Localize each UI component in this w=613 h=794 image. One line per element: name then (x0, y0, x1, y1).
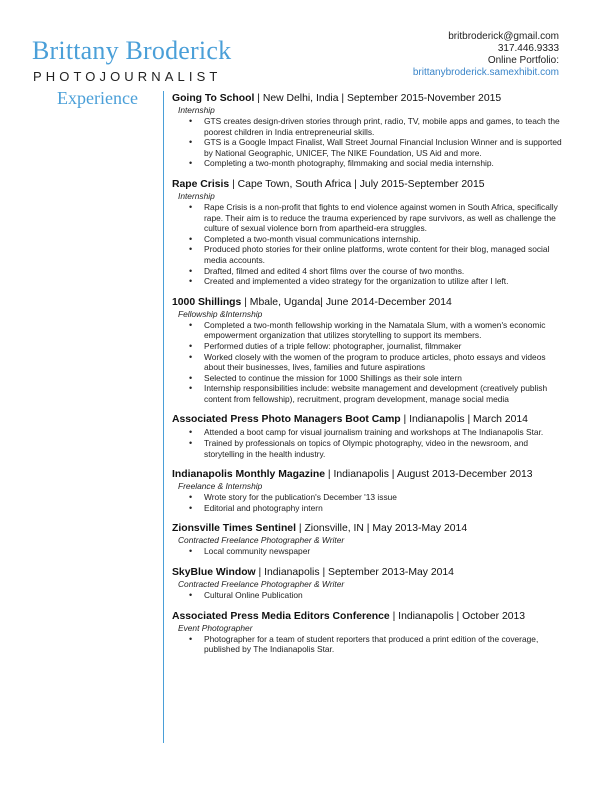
job-heading (172, 468, 564, 481)
job-bullet: • Selected to continue the mission for 1000 Shillings as their sole intern (172, 373, 564, 384)
portfolio-link[interactable]: brittanybroderick.samexhibit.com (412, 67, 559, 78)
job-bullet: • Internship responsibilities include: website management and development (creatively publish content from fellowship), recruitment, program development, manage social media (172, 383, 564, 404)
job-bullet: • Photographer for a team of student reporters that produced a print edition of the coverage, published by The Indianapolis Star. (172, 634, 564, 655)
job-bullet: • Completing a two-month photography, filmmaking and social media internship. (172, 158, 564, 169)
job-bullet-list (172, 492, 564, 513)
job-bullet: • Completed a two-month visual communications internship. (172, 234, 564, 245)
job-role: Event Photographer (178, 622, 253, 633)
job-bullet: • Cultural Online Publication (172, 590, 564, 601)
job-heading (172, 413, 564, 426)
job-bullet: • Created and implemented a video strategy for the organization to utilize after I left. (172, 276, 564, 287)
job-bullet: • Local community newspaper (172, 546, 564, 557)
job-entry (172, 413, 564, 459)
job-bullet: • Performed duties of a triple fellow: photographer, journalist, filmmaker (172, 341, 564, 352)
contact-block (413, 31, 559, 79)
job-organization: Indianapolis Monthly Magazine (172, 469, 325, 481)
job-location-dates: | Indianapolis | March 2014 (400, 414, 528, 426)
job-bullet-list (172, 202, 564, 287)
job-location-dates: | Cape Town, South Africa | July 2015-September 2015 (229, 178, 485, 190)
job-role: Internship (178, 190, 215, 201)
job-location-dates: | Indianapolis | August 2013-December 2013 (324, 469, 533, 481)
job-heading (172, 566, 564, 579)
job-bullet: • GTS creates design-driven stories through print, radio, TV, mobile apps and games, to teach the poorest children in India entrepreneurial skills. (172, 116, 564, 137)
job-bullet: • Wrote story for the publication's December '13 issue (172, 492, 564, 503)
job-organization: 1000 Shillings (172, 296, 242, 308)
job-heading (172, 92, 564, 105)
job-organization: Associated Press Media Editors Conference (172, 610, 390, 622)
job-bullet: • Trained by professionals on topics of Olympic photography, video in the newsroom, and storytelling in the health industry. (172, 438, 564, 459)
resume-name: Brittany Broderick (32, 36, 232, 65)
experience-list (172, 92, 564, 664)
job-bullet: • Worked closely with the women of the program to produce articles, photo essays and videos about their businesses, lives, families and future aspirations (172, 352, 564, 373)
job-organization: Zionsville Times Sentinel (172, 523, 296, 535)
job-organization: SkyBlue Window (172, 567, 256, 579)
job-entry (172, 468, 564, 513)
job-entry (172, 566, 564, 601)
job-location-dates: | Zionsville, IN | May 2013-May 2014 (295, 523, 468, 535)
job-bullet-list (172, 116, 564, 169)
job-role: Fellowship &Internship (178, 308, 263, 319)
job-bullet: • GTS is a Google Impact Finalist, Wall Street Journal Financial Inclusion Winner and is supported by National Geographic, UNICEF, The NIKE Foundation, US Aid and more. (172, 137, 564, 158)
job-bullet-list (172, 427, 564, 459)
job-entry (172, 92, 564, 169)
contact-email[interactable]: britbroderick@gmail.com (448, 31, 559, 42)
job-entry (172, 522, 564, 557)
job-bullet: • Produced photo stories for their online platforms, wrote content for their blog, managed social media accounts. (172, 244, 564, 265)
job-entry (172, 178, 564, 287)
job-heading (172, 522, 564, 535)
portfolio-label: Online Portfolio: (487, 55, 559, 66)
contact-phone: 317.446.9333 (497, 43, 559, 54)
job-bullet: • Editorial and photography intern (172, 503, 564, 514)
job-heading (172, 296, 564, 309)
job-role: Contracted Freelance Photographer & Writer (178, 535, 345, 546)
job-entry (172, 610, 564, 655)
job-bullet-list (172, 546, 564, 557)
job-heading (172, 178, 564, 191)
job-role: Freelance & Internship (178, 481, 263, 492)
section-title-experience: Experience (57, 88, 138, 108)
job-bullet-list (172, 590, 564, 601)
job-location-dates: | New Delhi, India | September 2015-November 2015 (254, 93, 502, 104)
job-bullet: • Attended a boot camp for visual journalism training and workshops at The Indianapolis Star. (172, 427, 564, 438)
job-organization: Rape Crisis (172, 178, 230, 190)
job-bullet: • Completed a two-month fellowship working in the Namatala Slum, with a women's economic empowerment organization that utilizes storytelling to support its members. (172, 320, 564, 341)
job-entry (172, 296, 564, 405)
job-role: Contracted Freelance Photographer & Writer (178, 579, 345, 590)
job-location-dates: | Indianapolis | October 2013 (389, 610, 526, 622)
section-divider-line (163, 91, 164, 743)
job-heading (172, 610, 564, 623)
job-bullet-list (172, 320, 564, 405)
job-organization: Associated Press Photo Managers Boot Camp (172, 414, 401, 426)
job-location-dates: | Indianapolis | September 2013-May 2014 (255, 567, 454, 579)
job-bullet-list (172, 634, 564, 655)
job-role: Internship (178, 105, 215, 115)
job-bullet: • Rape Crisis is a non-profit that fights to end violence against women in South Africa, specifically rape. Their aim is to reduce the trauma experienced by rape survivors, as well as challenge the culture of sexual violence born from apartheid-era struggles. (172, 202, 564, 234)
job-location-dates: | Mbale, Uganda| June 2014-December 2014 (241, 296, 452, 308)
resume-subtitle: PHOTOJOURNALIST (33, 69, 222, 84)
job-organization: Going To School (172, 93, 255, 104)
job-bullet: • Drafted, filmed and edited 4 short films over the course of two months. (172, 266, 564, 277)
